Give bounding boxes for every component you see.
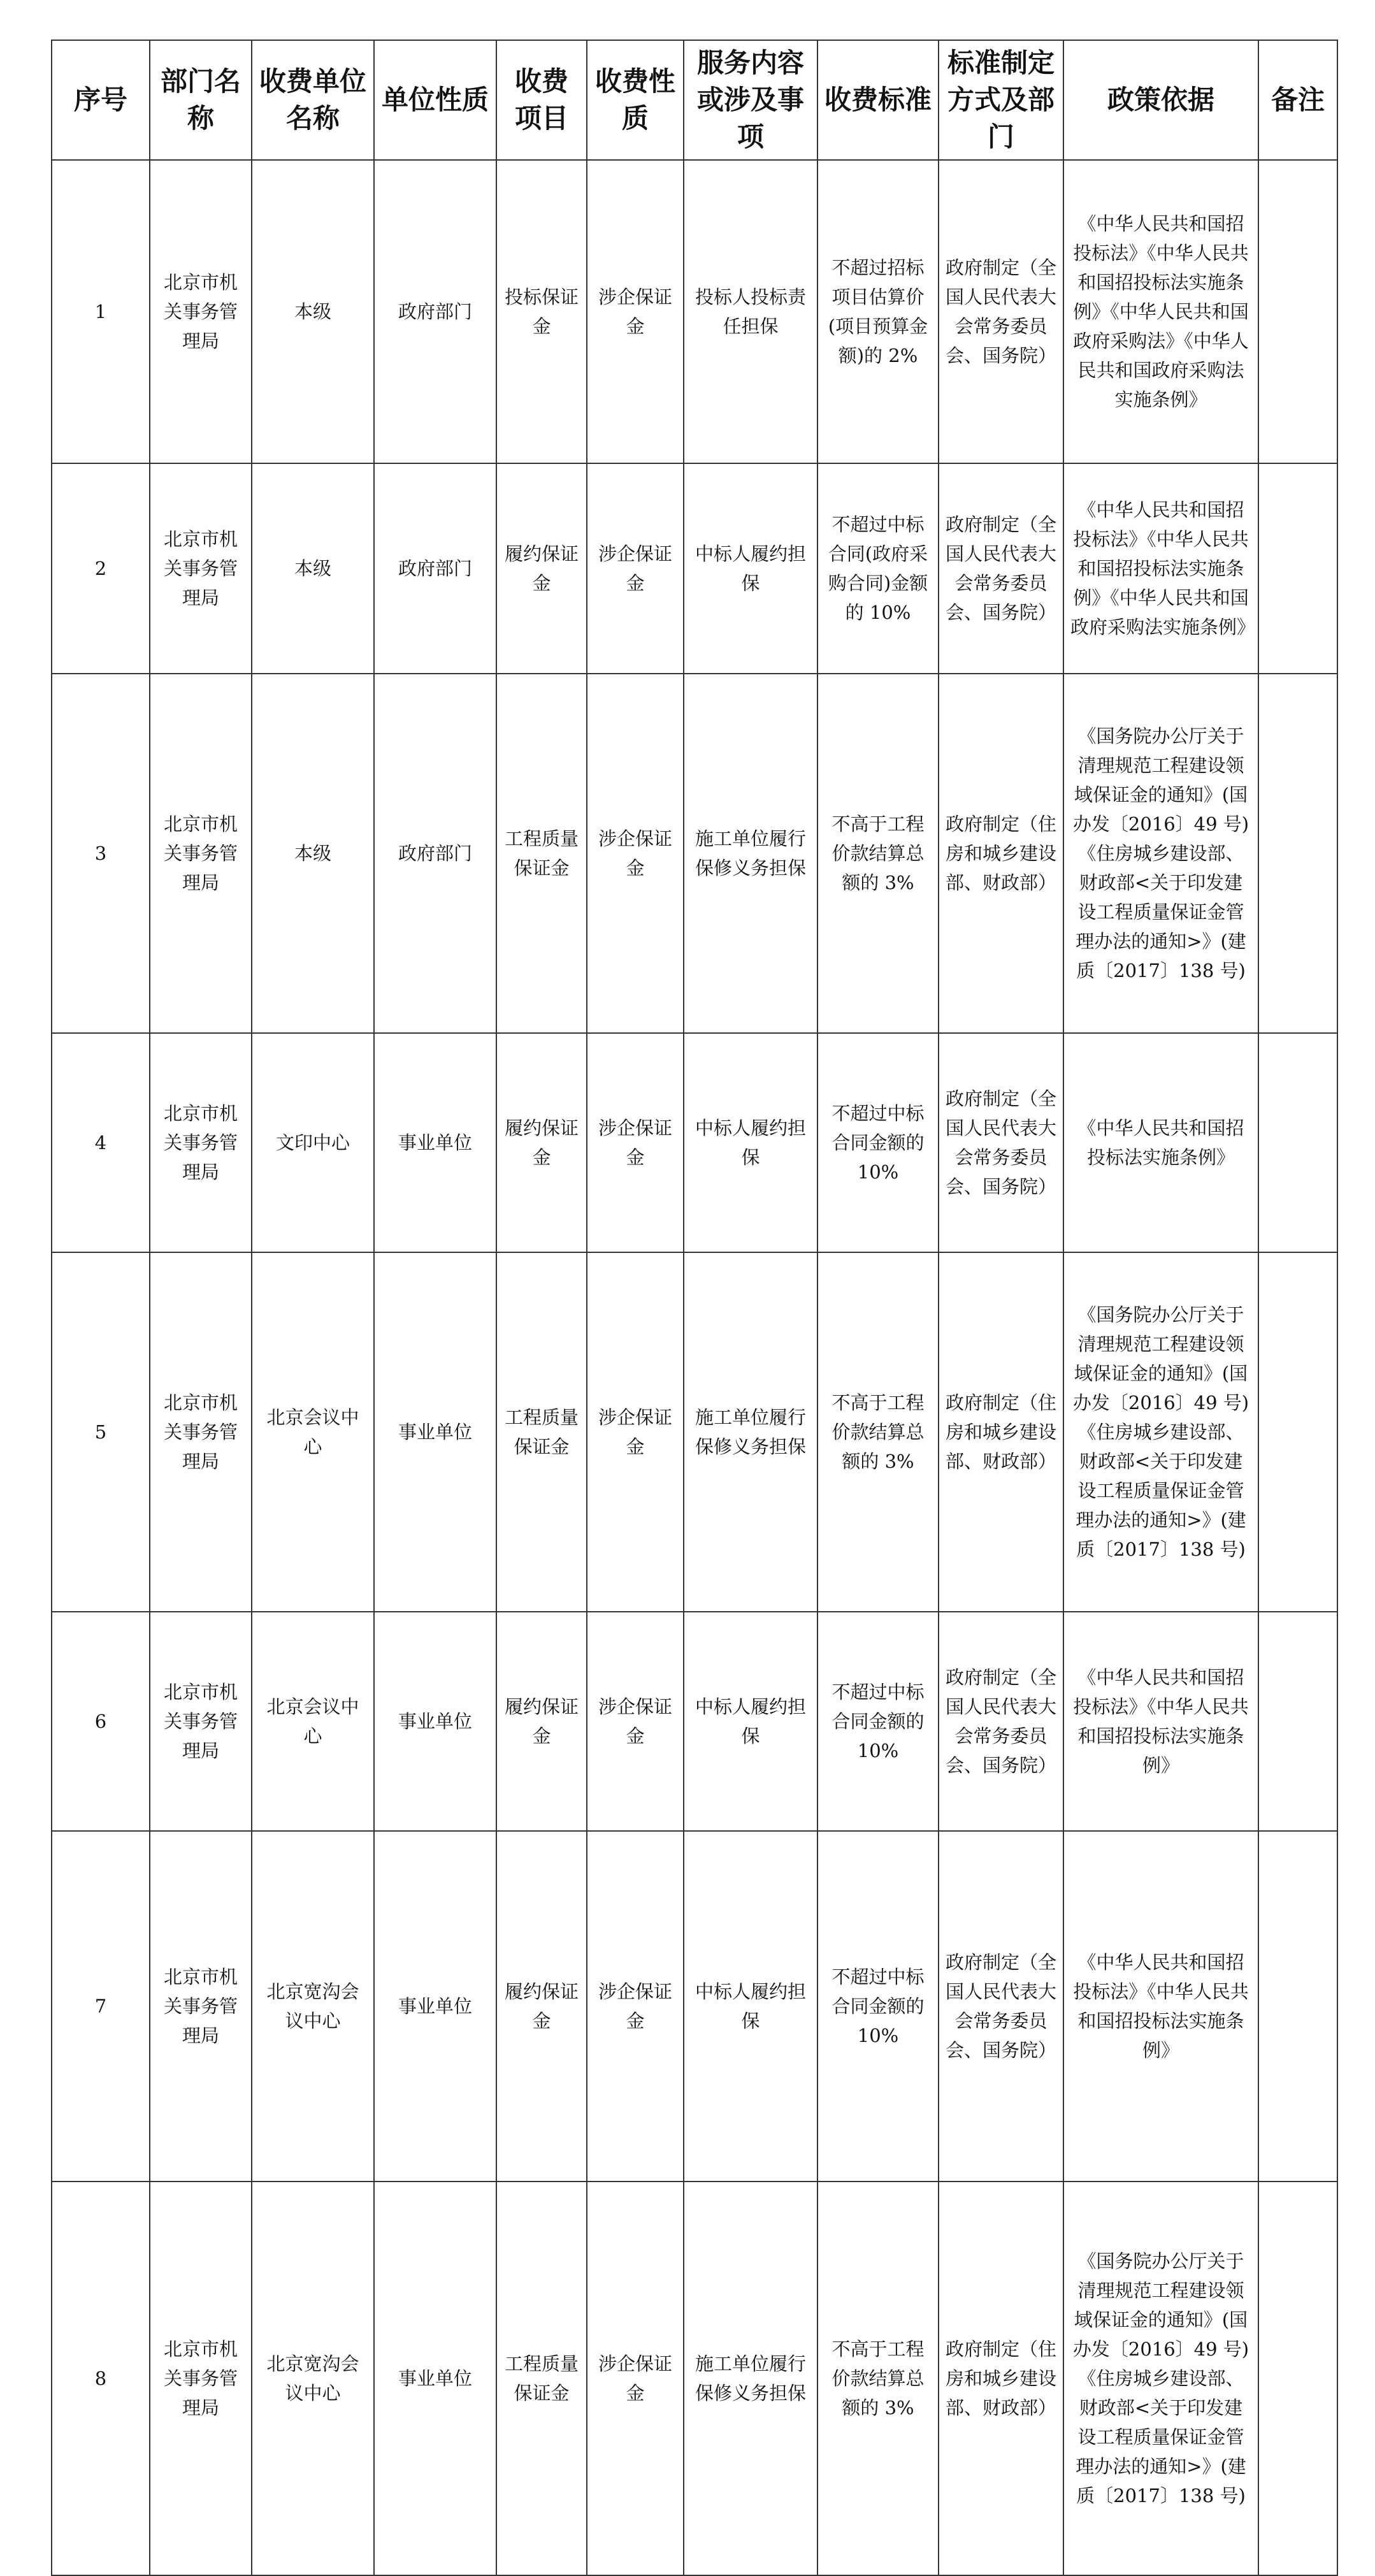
cell-nature: 涉企保证金 xyxy=(587,1252,684,1612)
cell-service: 施工单位履行保修义务担保 xyxy=(684,1252,817,1612)
cell-standard: 不超过中标合同金额的 10% xyxy=(817,1831,939,2182)
cell-policy: 《中华人民共和国招投标法》《中华人民共和国招投标法实施条例》《中华人民共和国政府采购法实施条例》 xyxy=(1063,463,1258,674)
cell-unit: 北京宽沟会议中心 xyxy=(252,1831,374,2182)
cell-method: 政府制定（全国人民代表大会常务委员会、国务院） xyxy=(939,463,1063,674)
cell-service: 中标人履约担保 xyxy=(684,1612,817,1831)
table-row xyxy=(52,674,1337,1033)
cell-policy: 《中华人民共和国招投标法》《中华人民共和国招投标法实施条例》 xyxy=(1063,1612,1258,1831)
cell-item: 工程质量保证金 xyxy=(496,2182,587,2575)
cell-service: 投标人投标责任担保 xyxy=(684,160,817,463)
cell-method: 政府制定（住房和城乡建设部、财政部） xyxy=(939,1252,1063,1612)
cell-policy: 《国务院办公厅关于清理规范工程建设领域保证金的通知》(国办发〔2016〕49 号)《住房城乡建设部、财政部<关于印发建设工程质量保证金管理办法的通知>》(建质〔2017〕138 号) xyxy=(1063,1252,1258,1612)
cell-nature: 涉企保证金 xyxy=(587,160,684,463)
cell-no: 7 xyxy=(52,1831,150,2182)
cell-unit-type: 事业单位 xyxy=(374,2182,496,2575)
cell-service: 施工单位履行保修义务担保 xyxy=(684,674,817,1033)
cell-remark xyxy=(1258,1831,1337,2182)
cell-unit: 本级 xyxy=(252,160,374,463)
cell-policy: 《中华人民共和国招投标法实施条例》 xyxy=(1063,1033,1258,1252)
table-row xyxy=(52,2182,1337,2575)
header-method: 标准制定方式及部门 xyxy=(939,40,1063,160)
cell-no: 5 xyxy=(52,1252,150,1612)
cell-item: 履约保证金 xyxy=(496,1831,587,2182)
cell-unit: 北京会议中心 xyxy=(252,1612,374,1831)
cell-remark xyxy=(1258,1612,1337,1831)
cell-remark xyxy=(1258,1033,1337,1252)
cell-remark xyxy=(1258,1252,1337,1612)
cell-unit-type: 事业单位 xyxy=(374,1252,496,1612)
cell-standard: 不超过中标合同金额的 10% xyxy=(817,1612,939,1831)
cell-unit-type: 事业单位 xyxy=(374,1612,496,1831)
cell-policy: 《中华人民共和国招投标法》《中华人民共和国招投标法实施条例》《中华人民共和国政府采购法》《中华人民共和国政府采购法实施条例》 xyxy=(1063,160,1258,463)
cell-nature: 涉企保证金 xyxy=(587,1612,684,1831)
cell-dept: 北京市机关事务管理局 xyxy=(150,463,252,674)
cell-no: 6 xyxy=(52,1612,150,1831)
header-item: 收费项目 xyxy=(496,40,587,160)
cell-method: 政府制定（住房和城乡建设部、财政部） xyxy=(939,674,1063,1033)
cell-dept: 北京市机关事务管理局 xyxy=(150,674,252,1033)
cell-nature: 涉企保证金 xyxy=(587,1033,684,1252)
cell-item: 履约保证金 xyxy=(496,1612,587,1831)
cell-unit-type: 事业单位 xyxy=(374,1033,496,1252)
cell-service: 中标人履约担保 xyxy=(684,1033,817,1252)
cell-unit: 本级 xyxy=(252,463,374,674)
header-unit: 收费单位名称 xyxy=(252,40,374,160)
cell-nature: 涉企保证金 xyxy=(587,2182,684,2575)
cell-standard: 不高于工程价款结算总额的 3% xyxy=(817,1252,939,1612)
header-standard: 收费标准 xyxy=(817,40,939,160)
cell-method: 政府制定（全国人民代表大会常务委员会、国务院） xyxy=(939,1831,1063,2182)
cell-unit-type: 政府部门 xyxy=(374,674,496,1033)
cell-unit-type: 政府部门 xyxy=(374,160,496,463)
fee-table xyxy=(51,40,1338,2576)
header-no: 序号 xyxy=(52,40,150,160)
header-nature: 收费性质 xyxy=(587,40,684,160)
cell-policy: 《国务院办公厅关于清理规范工程建设领域保证金的通知》(国办发〔2016〕49 号)《住房城乡建设部、财政部<关于印发建设工程质量保证金管理办法的通知>》(建质〔2017〕138 号) xyxy=(1063,674,1258,1033)
table-row xyxy=(52,160,1337,463)
cell-item: 履约保证金 xyxy=(496,463,587,674)
cell-dept: 北京市机关事务管理局 xyxy=(150,1252,252,1612)
cell-nature: 涉企保证金 xyxy=(587,1831,684,2182)
cell-dept: 北京市机关事务管理局 xyxy=(150,1033,252,1252)
cell-dept: 北京市机关事务管理局 xyxy=(150,1831,252,2182)
cell-nature: 涉企保证金 xyxy=(587,463,684,674)
cell-standard: 不超过招标项目估算价(项目预算金额)的 2% xyxy=(817,160,939,463)
cell-dept: 北京市机关事务管理局 xyxy=(150,160,252,463)
header-row xyxy=(52,40,1337,160)
cell-unit: 北京会议中心 xyxy=(252,1252,374,1612)
cell-remark xyxy=(1258,674,1337,1033)
cell-remark xyxy=(1258,160,1337,463)
cell-remark xyxy=(1258,2182,1337,2575)
cell-service: 中标人履约担保 xyxy=(684,463,817,674)
header-unit-type: 单位性质 xyxy=(374,40,496,160)
header-remark: 备注 xyxy=(1258,40,1337,160)
cell-standard: 不高于工程价款结算总额的 3% xyxy=(817,2182,939,2575)
cell-service: 施工单位履行保修义务担保 xyxy=(684,2182,817,2575)
cell-unit: 北京宽沟会议中心 xyxy=(252,2182,374,2575)
cell-standard: 不高于工程价款结算总额的 3% xyxy=(817,674,939,1033)
table-row xyxy=(52,1252,1337,1612)
table-row xyxy=(52,1612,1337,1831)
cell-method: 政府制定（住房和城乡建设部、财政部） xyxy=(939,2182,1063,2575)
cell-unit-type: 事业单位 xyxy=(374,1831,496,2182)
cell-no: 3 xyxy=(52,674,150,1033)
cell-no: 4 xyxy=(52,1033,150,1252)
cell-unit: 本级 xyxy=(252,674,374,1033)
cell-no: 2 xyxy=(52,463,150,674)
cell-standard: 不超过中标合同(政府采购合同)金额的 10% xyxy=(817,463,939,674)
cell-service: 中标人履约担保 xyxy=(684,1831,817,2182)
cell-item: 工程质量保证金 xyxy=(496,1252,587,1612)
header-service: 服务内容或涉及事项 xyxy=(684,40,817,160)
cell-policy: 《中华人民共和国招投标法》《中华人民共和国招投标法实施条例》 xyxy=(1063,1831,1258,2182)
cell-method: 政府制定（全国人民代表大会常务委员会、国务院） xyxy=(939,160,1063,463)
cell-policy: 《国务院办公厅关于清理规范工程建设领域保证金的通知》(国办发〔2016〕49 号)《住房城乡建设部、财政部<关于印发建设工程质量保证金管理办法的通知>》(建质〔2017〕138 号) xyxy=(1063,2182,1258,2575)
cell-dept: 北京市机关事务管理局 xyxy=(150,1612,252,1831)
cell-item: 投标保证金 xyxy=(496,160,587,463)
cell-unit: 文印中心 xyxy=(252,1033,374,1252)
cell-no: 8 xyxy=(52,2182,150,2575)
cell-nature: 涉企保证金 xyxy=(587,674,684,1033)
cell-standard: 不超过中标合同金额的 10% xyxy=(817,1033,939,1252)
cell-item: 履约保证金 xyxy=(496,1033,587,1252)
table-row xyxy=(52,463,1337,674)
cell-method: 政府制定（全国人民代表大会常务委员会、国务院） xyxy=(939,1033,1063,1252)
header-dept: 部门名称 xyxy=(150,40,252,160)
table-row xyxy=(52,1033,1337,1252)
cell-unit-type: 政府部门 xyxy=(374,463,496,674)
cell-method: 政府制定（全国人民代表大会常务委员会、国务院） xyxy=(939,1612,1063,1831)
cell-item: 工程质量保证金 xyxy=(496,674,587,1033)
cell-dept: 北京市机关事务管理局 xyxy=(150,2182,252,2575)
cell-remark xyxy=(1258,463,1337,674)
cell-no: 1 xyxy=(52,160,150,463)
table-row xyxy=(52,1831,1337,2182)
header-policy: 政策依据 xyxy=(1063,40,1258,160)
